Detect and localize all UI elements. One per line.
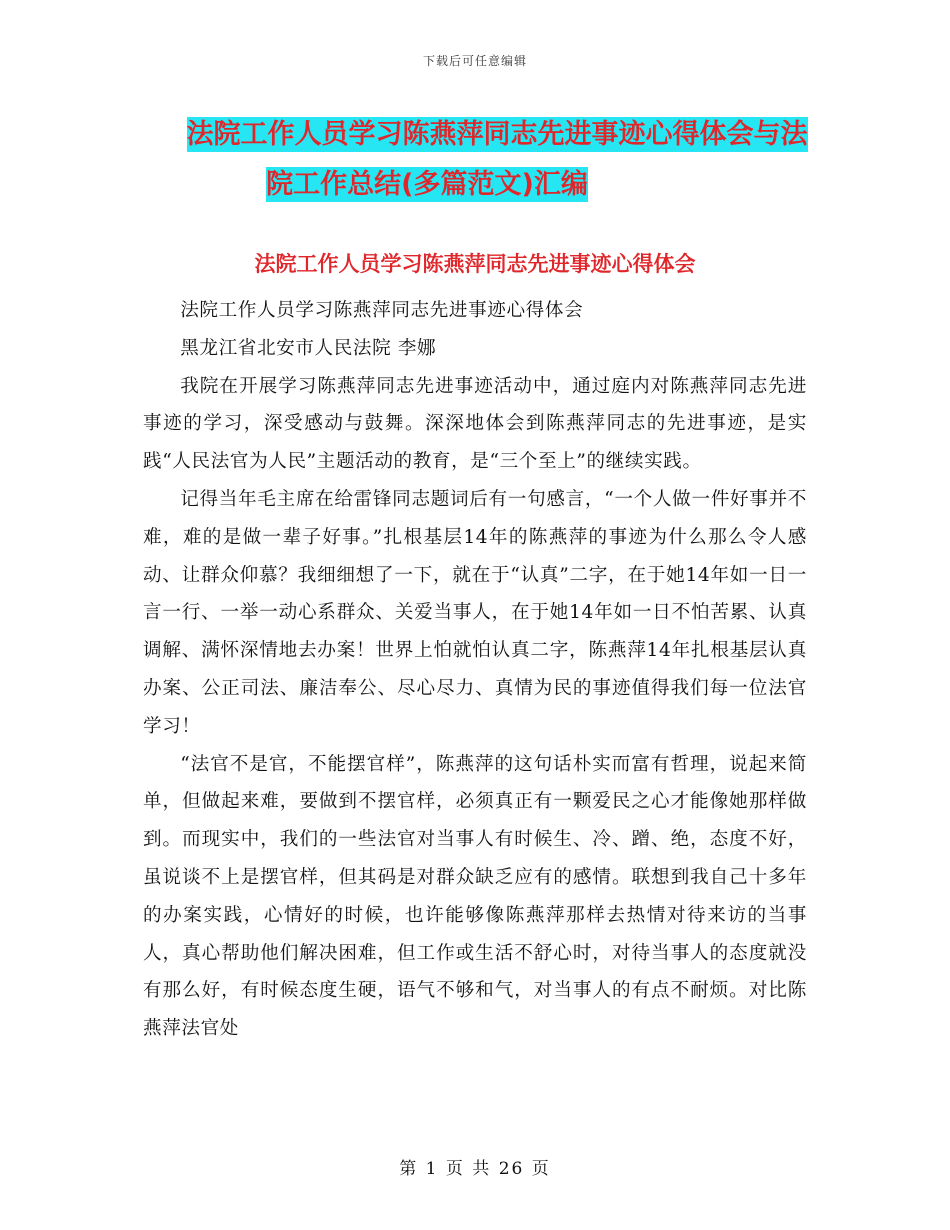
paragraph: 我院在开展学习陈燕萍同志先进事迹活动中，通过庭内对陈燕萍同志先进事迹的学习，深受感动与鼓舞。深深地体会到陈燕萍同志的先进事迹，是实践“人民法官为人民”主题活动的教育，是“三个至上”的继续实践。	[143, 375, 807, 473]
paragraph: 记得当年毛主席在给雷锋同志题词后有一句感言，“一个人做一件好事并不难，难的是做一辈子好事。”扎根基层14年的陈燕萍的事迹为什么那么令人感动、让群众仰慕？我细细想了一下，就在于“认真”二字，在于她14年如一日一言一行、一举一动心系群众、关爱当事人，在于她14年如一日不怕苦累、认真调解、满怀深情地去办案！世界上怕就怕认真二字，陈燕萍14年扎根基层认真办案、公正司法、廉洁奉公、尽心尽力、真情为民的事迹值得我们每一位法官学习！	[143, 488, 807, 737]
title-line-1: 法院工作人员学习陈燕萍同志先进事迹心得体会与法	[186, 119, 808, 150]
body-text	[143, 292, 807, 1048]
paragraph: “法官不是官，不能摆官样”，陈燕萍的这句话朴实而富有哲理，说起来简单，但做起来难，要做到不摆官样，必须真正有一颗爱民之心才能像她那样做到。而现实中，我们的一些法官对当事人有时候生、冷、蹭、绝，态度不好，虽说谈不上是摆官样，但其码是对群众缺乏应有的感情。联想到我自己十多年的办案实践，心情好的时候，也许能够像陈燕萍那样去热情对待来访的当事人，真心帮助他们解决困难，但工作或生活不舒心时，对待当事人的态度就没有那么好，有时候态度生硬，语气不够和气，对当事人的有点不耐烦。对比陈燕萍法官处	[143, 753, 807, 1040]
paragraph-subtitle: 法院工作人员学习陈燕萍同志先进事迹心得体会	[180, 300, 584, 321]
title-line-2: 院工作总结(多篇范文)汇编	[266, 169, 588, 200]
page-footer: 第 1 页 共 26 页	[399, 1159, 551, 1179]
paragraph-author: 黑龙江省北安市人民法院 李娜	[180, 337, 437, 359]
header-note: 下载后可任意编辑	[422, 54, 527, 68]
section-title: 法院工作人员学习陈燕萍同志先进事迹心得体会	[254, 252, 696, 276]
document-title	[0, 110, 950, 210]
